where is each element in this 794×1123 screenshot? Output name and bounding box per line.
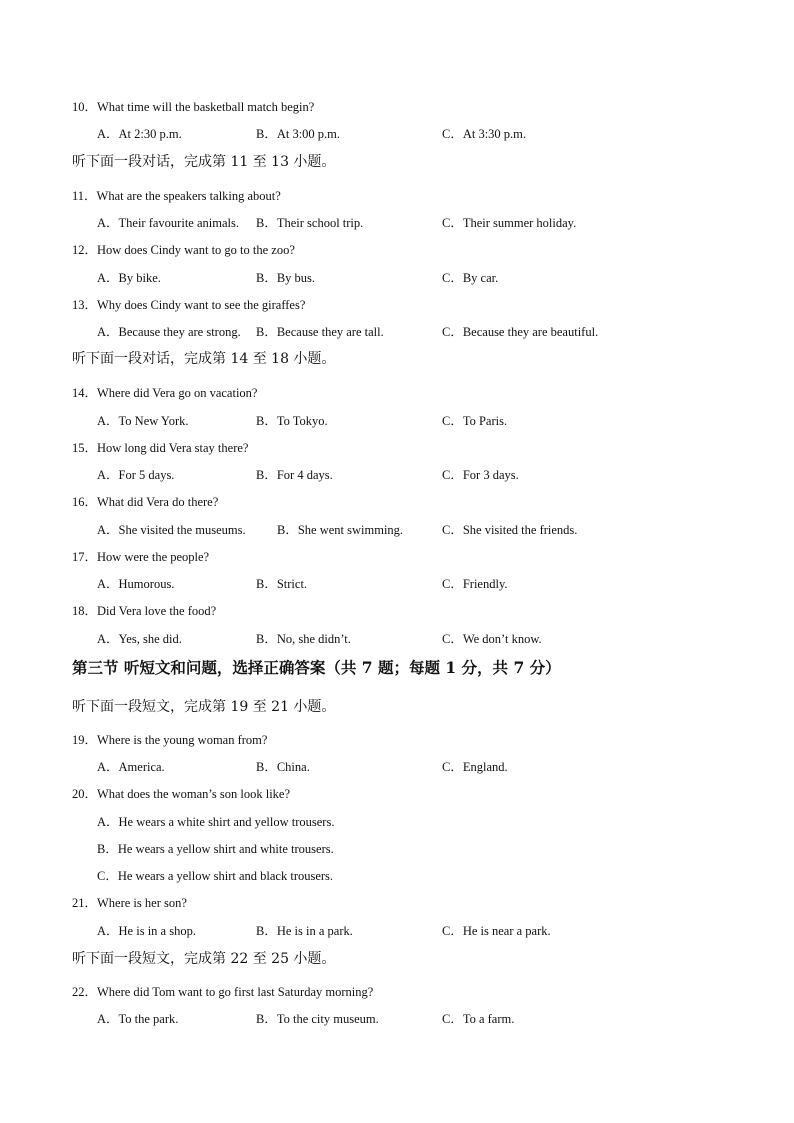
option-19a: A．America. <box>97 760 165 774</box>
section-3-heading: 第三节 听短文和问题，选择正确答案（共 7 题；每题 1 分，共 7 分） <box>72 658 561 677</box>
question-21: 21．Where is her son? <box>72 896 187 910</box>
option-14b: B．To Tokyo. <box>256 414 328 428</box>
option-15b: B．For 4 days. <box>256 468 333 482</box>
option-17c: C．Friendly. <box>442 577 508 591</box>
instruction-11-13: 听下面一段对话，完成第 11 至 13 小题。 <box>72 154 336 170</box>
option-11c: C．Their summer holiday. <box>442 216 577 230</box>
option-13c: C．Because they are beautiful. <box>442 325 599 339</box>
option-12a: A．By bike. <box>97 271 161 285</box>
question-19: 19．Where is the young woman from? <box>72 733 268 747</box>
option-17a: A．Humorous. <box>97 577 175 591</box>
option-10a: A．At 2:30 p.m. <box>97 127 182 141</box>
option-19c: C．England. <box>442 760 508 774</box>
question-11: 11．What are the speakers talking about? <box>72 189 281 203</box>
instruction-19-21: 听下面一段短文，完成第 19 至 21 小题。 <box>72 699 336 715</box>
option-13b: B．Because they are tall. <box>256 325 384 339</box>
option-15c: C．For 3 days. <box>442 468 519 482</box>
option-16b: B．She went swimming. <box>277 523 404 537</box>
option-15a: A．For 5 days. <box>97 468 175 482</box>
option-18a: A．Yes, she did. <box>97 632 182 646</box>
option-18b: B．No, she didn’t. <box>256 632 351 646</box>
option-20a: A．He wears a white shirt and yellow trousers. <box>97 815 335 829</box>
option-13a: A．Because they are strong. <box>97 325 241 339</box>
option-16c: C．She visited the friends. <box>442 523 578 537</box>
question-22: 22．Where did Tom want to go first last Saturday morning? <box>72 985 374 999</box>
instruction-14-18: 听下面一段对话，完成第 14 至 18 小题。 <box>72 351 336 367</box>
option-18c: C．We don’t know. <box>442 632 542 646</box>
option-12b: B．By bus. <box>256 271 316 285</box>
option-10c: C．At 3:30 p.m. <box>442 127 527 141</box>
option-22c: C．To a farm. <box>442 1012 515 1026</box>
option-14c: C．To Paris. <box>442 414 508 428</box>
option-22a: A．To the park. <box>97 1012 179 1026</box>
option-16a: A．She visited the museums. <box>97 523 246 537</box>
question-16: 16．What did Vera do there? <box>72 495 219 509</box>
question-15: 15．How long did Vera stay there? <box>72 441 249 455</box>
option-20c: C．He wears a yellow shirt and black trousers. <box>97 869 334 883</box>
option-22b: B．To the city museum. <box>256 1012 379 1026</box>
option-21c: C．He is near a park. <box>442 924 551 938</box>
option-20b: B．He wears a yellow shirt and white trousers. <box>97 842 334 856</box>
option-14a: A．To New York. <box>97 414 189 428</box>
option-12c: C．By car. <box>442 271 499 285</box>
option-21a: A．He is in a shop. <box>97 924 196 938</box>
option-11a: A．Their favourite animals. <box>97 216 239 230</box>
question-14: 14．Where did Vera go on vacation? <box>72 386 258 400</box>
question-18: 18．Did Vera love the food? <box>72 604 217 618</box>
option-11b: B．Their school trip. <box>256 216 364 230</box>
option-21b: B．He is in a park. <box>256 924 353 938</box>
question-17: 17．How were the people? <box>72 550 210 564</box>
option-10b: B．At 3:00 p.m. <box>256 127 341 141</box>
question-10: 10．What time will the basketball match begin? <box>72 100 315 114</box>
option-19b: B．China. <box>256 760 310 774</box>
option-17b: B．Strict. <box>256 577 308 591</box>
instruction-22-25: 听下面一段短文，完成第 22 至 25 小题。 <box>72 951 336 967</box>
question-12: 12．How does Cindy want to go to the zoo? <box>72 243 295 257</box>
question-13: 13．Why does Cindy want to see the giraffes? <box>72 298 306 312</box>
question-20: 20．What does the woman’s son look like? <box>72 787 291 801</box>
